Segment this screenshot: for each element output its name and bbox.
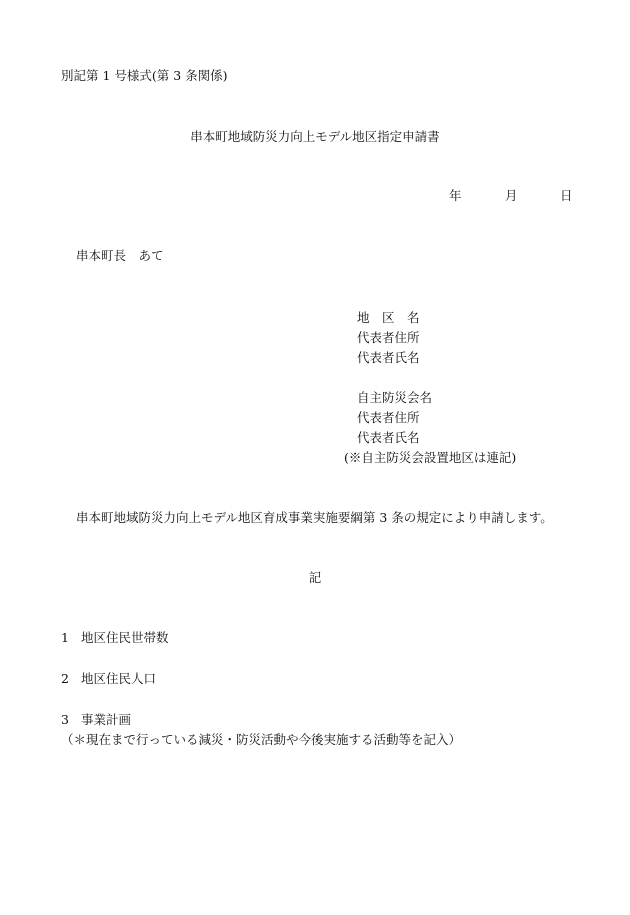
item-label: 事業計画 bbox=[81, 712, 132, 727]
item-population bbox=[61, 673, 156, 686]
applicant-block bbox=[344, 310, 517, 471]
document-title: 串本町地域防災力向上モデル地区指定申請書 bbox=[190, 129, 440, 144]
addressee: 串本町長 あて bbox=[76, 248, 164, 263]
org-representative-name-label: 代表者氏名 bbox=[357, 430, 420, 445]
item-label: 地区住民人口 bbox=[81, 671, 157, 686]
date-day-label: 日 bbox=[560, 188, 573, 203]
item-number: 2 bbox=[61, 671, 69, 686]
project-plan-note: （＊現在まで行っている減災・防災活動や今後実施する活動等を記入） bbox=[61, 732, 462, 747]
application-statement: 串本町地域防災力向上モデル地区育成事業実施要綱第 3 条の規定により申請します。 bbox=[76, 510, 553, 525]
ki-heading: 記 bbox=[308, 570, 322, 585]
joint-listing-note: (※自主防災会設置地区は連記) bbox=[344, 450, 517, 465]
representative-name-label: 代表者氏名 bbox=[357, 350, 420, 365]
spacer bbox=[357, 371, 516, 391]
representative-address-label: 代表者住所 bbox=[357, 330, 420, 345]
item-project-plan bbox=[61, 714, 131, 727]
date-month-label: 月 bbox=[505, 188, 518, 203]
district-name-label: 地 区 名 bbox=[357, 310, 420, 325]
item-number: 1 bbox=[61, 630, 69, 645]
org-representative-address-label: 代表者住所 bbox=[357, 410, 420, 425]
item-label: 地区住民世帯数 bbox=[81, 630, 169, 645]
date-year-label: 年 bbox=[449, 188, 462, 203]
form-reference: 別記第 1 号様式(第 3 条関係) bbox=[61, 68, 228, 83]
disaster-org-name-label: 自主防災会名 bbox=[357, 390, 433, 405]
item-households bbox=[61, 632, 169, 645]
item-number: 3 bbox=[61, 712, 69, 727]
